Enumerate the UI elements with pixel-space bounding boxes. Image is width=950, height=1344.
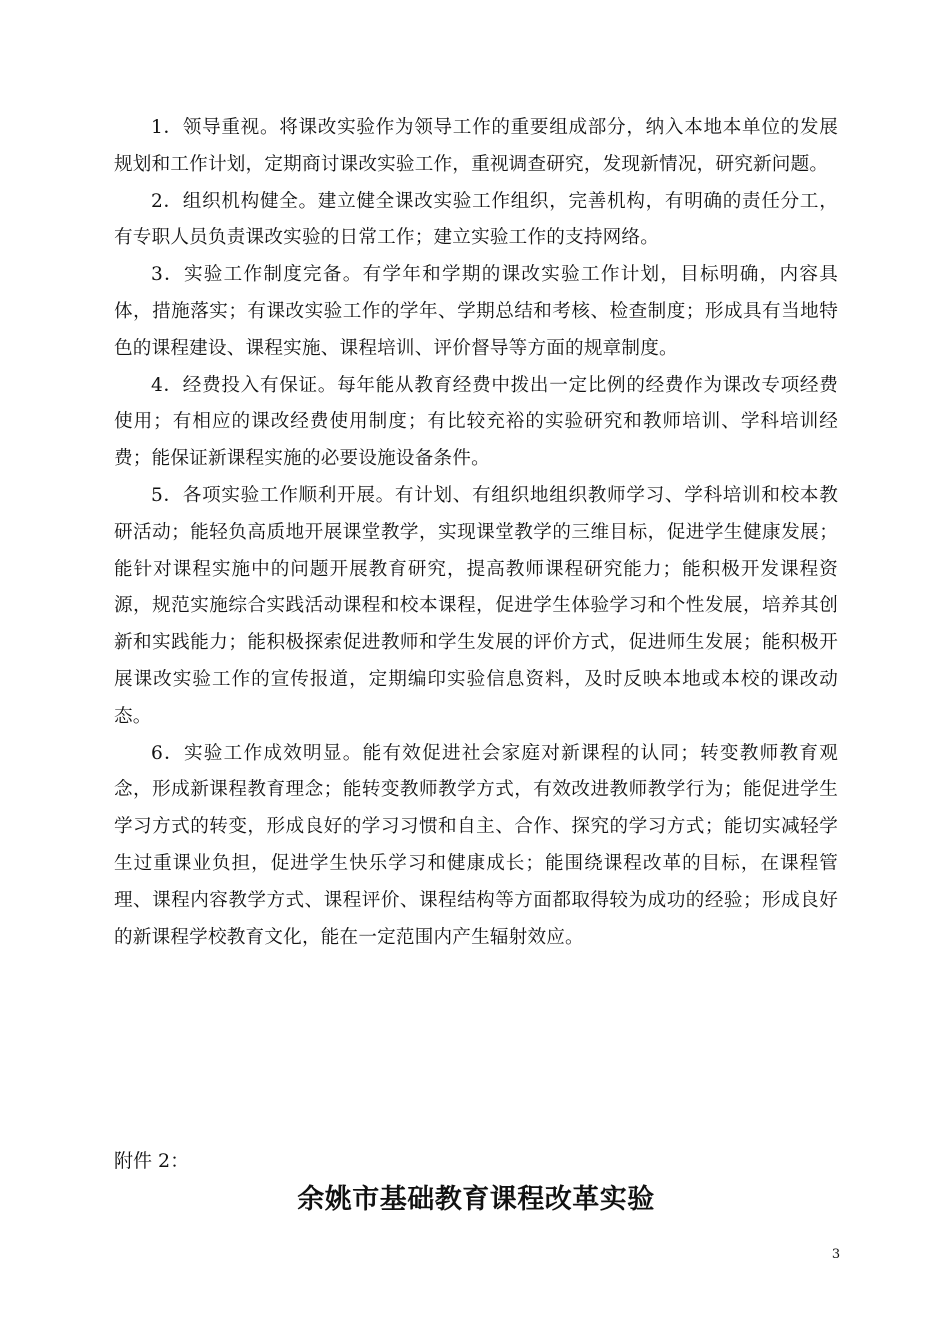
criterion-paragraph-2: 2．组织机构健全。建立健全课改实验工作组织，完善机构，有明确的责任分工，有专职人员负责课改实验的日常工作；建立实验工作的支持网络。 (114, 190, 838, 249)
criterion-paragraph-3: 3．实验工作制度完备。有学年和学期的课改实验工作计划，目标明确，内容具体，措施落实；有课改实验工作的学年、学期总结和考核、检查制度；形成具有当地特色的课程建设、课程实施、课程培训、评价督导等方面的规章制度。 (114, 264, 838, 359)
attachment-label: 附件 2： (114, 1150, 190, 1172)
criterion-paragraph-6: 6．实验工作成效明显。能有效促进社会家庭对新课程的认同；转变教师教育观念，形成新课程教育理念；能转变教师教学方式，有效改进教师教学行为；能促进学生学习方式的转变，形成良好的学习习惯和自主、合作、探究的学习方式；能切实减轻学生过重课业负担，促进学生快乐学习和健康成长；能围绕课程改革的目标，在课程管理、课程内容教学方式、课程评价、课程结构等方面都取得较为成功的经验；形成良好的新课程学校教育文化，能在一定范围内产生辐射效应。 (114, 742, 838, 948)
page-number: 3 (831, 1247, 841, 1262)
criterion-paragraph-4: 4．经费投入有保证。每年能从教育经费中拨出一定比例的经费作为课改专项经费使用；有相应的课改经费使用制度；有比较充裕的实验研究和教师培训、学科培训经费；能保证新课程实施的必要设施设备条件。 (114, 374, 838, 470)
criterion-paragraph-5: 5．各项实验工作顺利开展。有计划、有组织地组织教师学习、学科培训和校本教研活动；能轻负高质地开展课堂教学，实现课堂教学的三维目标，促进学生健康发展；能针对课程实施中的问题开展教育研究，提高教师课程研究能力；能积极开发课程资源，规范实施综合实践活动课程和校本课程，促进学生体验学习和个性发展，培养其创新和实践能力；能积极探索促进教师和学生发展的评价方式，促进师生发展；能积极开展课改实验工作的宣传报道，定期编印实验信息资料，及时反映本地或本校的课改动态。 (114, 484, 838, 727)
criteria-list (114, 110, 838, 956)
attachment-title: 余姚市基础教育课程改革实验 (297, 1184, 655, 1215)
criterion-paragraph-1: 1．领导重视。将课改实验作为领导工作的重要组成部分，纳入本地本单位的发展规划和工作计划，定期商讨课改实验工作，重视调查研究，发现新情况，研究新问题。 (114, 117, 838, 175)
